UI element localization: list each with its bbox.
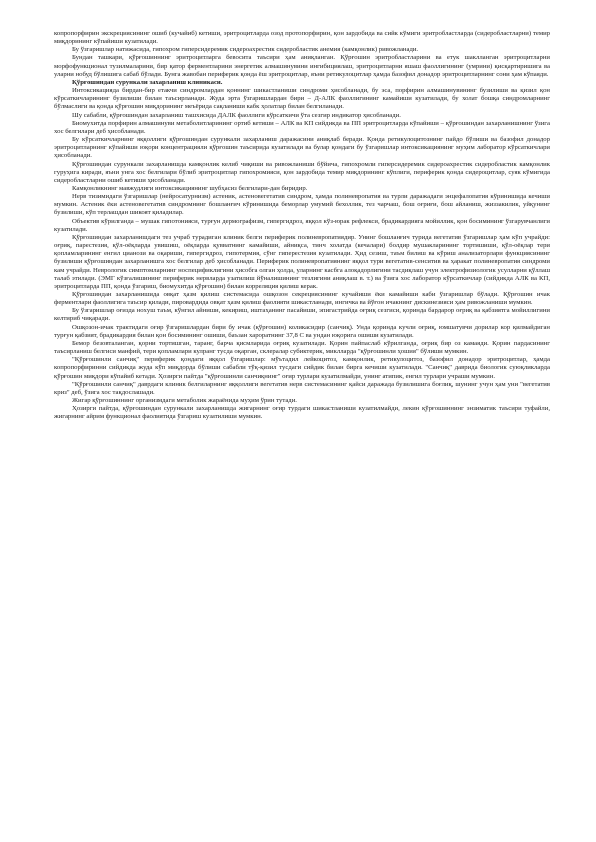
- paragraph: Бу ўзгаришлар натижасида, гипохром гиперсидеремик сидероахрестик сидеробластик анемия (камқонлик) ривожланади.: [72, 46, 419, 54]
- paragraph: Қўрғошиндан сурункали захарланишда камқонлик келиб чиқиши ва ривожланиши бўйича, гипохромли гиперсидеремик сидероахрестик сидеробластик камқонлик гуруҳига киради, яъни унга хос белгилари бўлиб эритроцитлар гипохромияси, қон зардобида темир миқдорининг кўплиги, периферик қонда сидероцитлар, суяк кўмигида сидеробластларни ошиб кетиши ҳисобланади.: [54, 160, 550, 184]
- paragraph: Ҳозирги пайтда, қўрғошиндан сурункали захарланишда жигарнинг оғир турдаги шикастланиши кузатилмайди, лекин қўрғошиннинг энзиматик таъсири туфайли, жигарнинг айрим функционал фаолиятида ўзгариш кузатилиши мумкин.: [54, 405, 550, 421]
- paragraph: Объектив кўрилганда – мушак гипотонияси, турғун дермографизм, гипергидроз, яққол кўз-юрак рефлекси, брадикардияга мойиллик, қон босимининг ўзгарувчанлиги кузатилади.: [54, 217, 550, 233]
- paragraph: Бу кўрсаткичларнинг яққоллиги қўрғошиндан сурункали захарланиш даражасини аниқлаб беради. Қонда ретикулоцитознинг пайдо бўлиши ва базофил донадор эритроцитларнинг кўпайиши юқори концентрацияли қўрғошин таъсирида кузатилади ва булар қондаги бу ўзгаришлар интоксикациянинг муҳим лаборатор кўрсаткичлари ҳисобланади.: [54, 136, 550, 160]
- paragraph: Жигар қўрғошиннинг организмдаги метаболик жараёнида муҳим ўрин тутади.: [72, 397, 297, 405]
- paragraph: копропорфирин экскрециясининг ошиб (кучайиб) кетиши, эритроцитларда озод протопорфирин, қон зардобида ва сийк кўмиги эритробластларда (сидеробластларни) темир миқдорининг кўпайиши кузатилади.: [54, 30, 550, 46]
- section-heading: Қўрғошиндан сурункали захарланиш клиникаси.: [72, 78, 223, 86]
- paragraph: Шу сабабли, қўрғошиндан захарланиш ташхисида ДАЛК фаоллиги кўрсаткичи ўта сезгир индикатор ҳисобланади.: [72, 111, 401, 119]
- paragraph: Ошқозон-ичак трактидаги оғир ўзгаришлардан бири бу ичак (қўрғошин) коликасидир (санчиқ). Унда қоринда кучли оғриқ, юмшатувчи дорилар кор қилмайдиган турғун қабзият, брадикардия билан қон босимининг ошиши, баъзан хароратнинг 37,8 С ва ундан юқорига ошиши кузатилади.: [54, 323, 550, 339]
- paragraph: "Қўрғошинли санчиқ" даврдаги клиник белгиларнинг яққоллиги вегетатив нерв системасининг қайси даражада бузилишига боғлиқ, шунинг учун ҳам уни "вегетатив криз" деб, ўзига хос тақдослашади.: [54, 380, 550, 396]
- paragraph: Қўрғошиндан захарланишдаги тез учраб турадиган клиник белги периферик полиневропатиядир. Унинг бошланғич турида вегетатив ўзгаришлар ҳам кўп учрайди: оғриқ, парестезия, қўл-оёқларда увишиш, оёқларда қувватнинг камайиши, айниқса, тинч холатда (кечалари) болдир мушакларининг тортишиши, қўл-оёқлар тери қопламларининг енгил цианози ва оқариши, гипергидроз, гипотермия, сўнг гиперестезия кузатилади. Ҳид сезиш, таъм билиш ва кўриш анализаторлари функциясининг бузилиши қўрғошиндан захарланишга хос белгилар деб ҳисобланади. Периферик полиневропатиянинг яққол тури вегетатив-сенситив ва ҳаракат полиневропатия синдроми кам учрайди. Неврологик симптомларнинг носпецификлигини ҳисобга олган ҳолда, уларнинг касбга алоқадорлигини тасдиқлаш учун электрофизиологик усулларни қўллаш талаб этилади. (ЭМГ кўзғалишининг периферик нервларда узатилиш йўналишининг тезлигини аниқлаш в. т.) ва ўзига хос лаборатор кўрсаткичлар (сийдикда АЛК ва КП, эритроцитларда ПП, қонда ўзгариш, биомухитда қўрғошин) билан корреляция қилиш керак.: [54, 233, 550, 290]
- paragraph: Интоксикацияда бирдан-бир етакчи синдромлардан қоннинг шикастланиши синдроми ҳисобланади, бу эса, порфирин алмашинувининг бузилиши ва қизил қон кўрсаткичларининг бузилиши билан таъсирланади. Жуда эрта ўзгаришлардан бири – Д-АЛК фаоллигининг камайиши кузатилади, бу холат бошқа синдромларнинг бўлмаслиги ва қонда қўрғошин миқдорининг меъёрида сақланиши кабк ҳолатлар билан белгиланади.: [54, 87, 550, 111]
- paragraph: Камқонликнинг мавжудлиги интоксикациянинг шубҳасиз белгилари-дан биридир.: [72, 184, 308, 192]
- paragraph: Бу ўзгаришлар оғизда ноxуш таъм, кўнгил айниши, кекириш, иштаҳанинг пасайиши, эпигастрийда оғриқ сезгиси, қоринда бардарор оғриқ ва қабзиятга мойиллигини келтириб чиқаради.: [54, 307, 550, 323]
- document-page: [54, 30, 550, 422]
- paragraph: Қўрғошиндан захарланишида овқат ҳазм қилиш системасида ошқозон секрециясининг кучайиши ёки камайиши каби ўзгаришлар бўлади. Қўрғошин ичак ферментлари фаоллигига таъсир қилади, пировардида овқат ҳазм қилиш фаолияти шикастланади, ингичка ва йўғон ичакнинг дискинезияси ҳам ривожланиши мумкин.: [54, 291, 550, 307]
- paragraph: "Қўрғошинли санчиқ" периферик қондаги яққол ўзгаришлар: мўътадил лейкоцитоз, камқонлик, ретикулоцитоз, базофил донадор эритроцитлар, ҳамда копропорфиринни сийдикда жуда кўп миқдорда бўлиши сабабли тўқ-қизил тусдаги сийдик билан бирга кечиши кузатилади. "Санчиқ" даврида биологик суюқликларда қўрғошин миқдори кўпайиб кетади. Ҳозирги пайтда "қўрғошинли санчиқнинг" оғир турлари кузатилмайди, унинг атипик, енгил турлари учраши мумкин.: [54, 356, 550, 380]
- paragraph: Бемор безовталанган, қорни тортишган, таранг, барча қисмларида оғриқ кузатилади. Қорин пайпаслаб кўрилганда, оғриқ бир оз камаяди. Қорин пардасининг таъсирланиш белгиси манфий, тери қопламлари кулранг тусда оқарган, склералар субиктерик, миклларда "қўрғошинли ҳошия" бўлиши мумкин.: [54, 339, 550, 356]
- paragraph: Бундан ташкари, қўрғошиннинг эритроцитларга бевосита таъсири ҳам аниқланган. Қўрғошин эритробластларини ва етук шаклланган эритроцитларни морфофункционал тузилмаларини, бир қатор ферментларини энергетик алмашинувини ингибициялаш, эритроцитларни яшаш фаоллигининг (умрини) қисқартиришига ва уларни нобуд бўлишига сабаб бўлади. Бунга жавобан периферик қонда ёш эритроцитлар, яъни ретикулоцитлар ҳамда базофил донадор эритроцитларнинг сони ҳам кўпаяди.: [54, 54, 550, 78]
- paragraph: Биомухитда порфирин алмашинуви метаболитларининг ортиб кетиши – АЛК ва КП сийдикда ва ПП эритроцитларда кўпайиши – қўрғошиндан захарланишнинг ўзига хос белгилари деб ҳисобланади.: [54, 119, 550, 135]
- paragraph: Нерв тизимидаги ўзгаришлар (нейросатурнизм) астеник, астеновегетатив синдром, ҳамда полиневропатия ва турли даражадаги энцефалопатия кўринишида кечиши мумкин. Астеник ёки астеновегетатив синдромнинг бошланғич кўринишида беморлар умумий бехоллик, тез чарчаш, бош оғриғи, бош айланиш, жиззакилик, уйқунинг бузилиши, кўп терлашдан шикоят қиладилар.: [54, 193, 550, 217]
